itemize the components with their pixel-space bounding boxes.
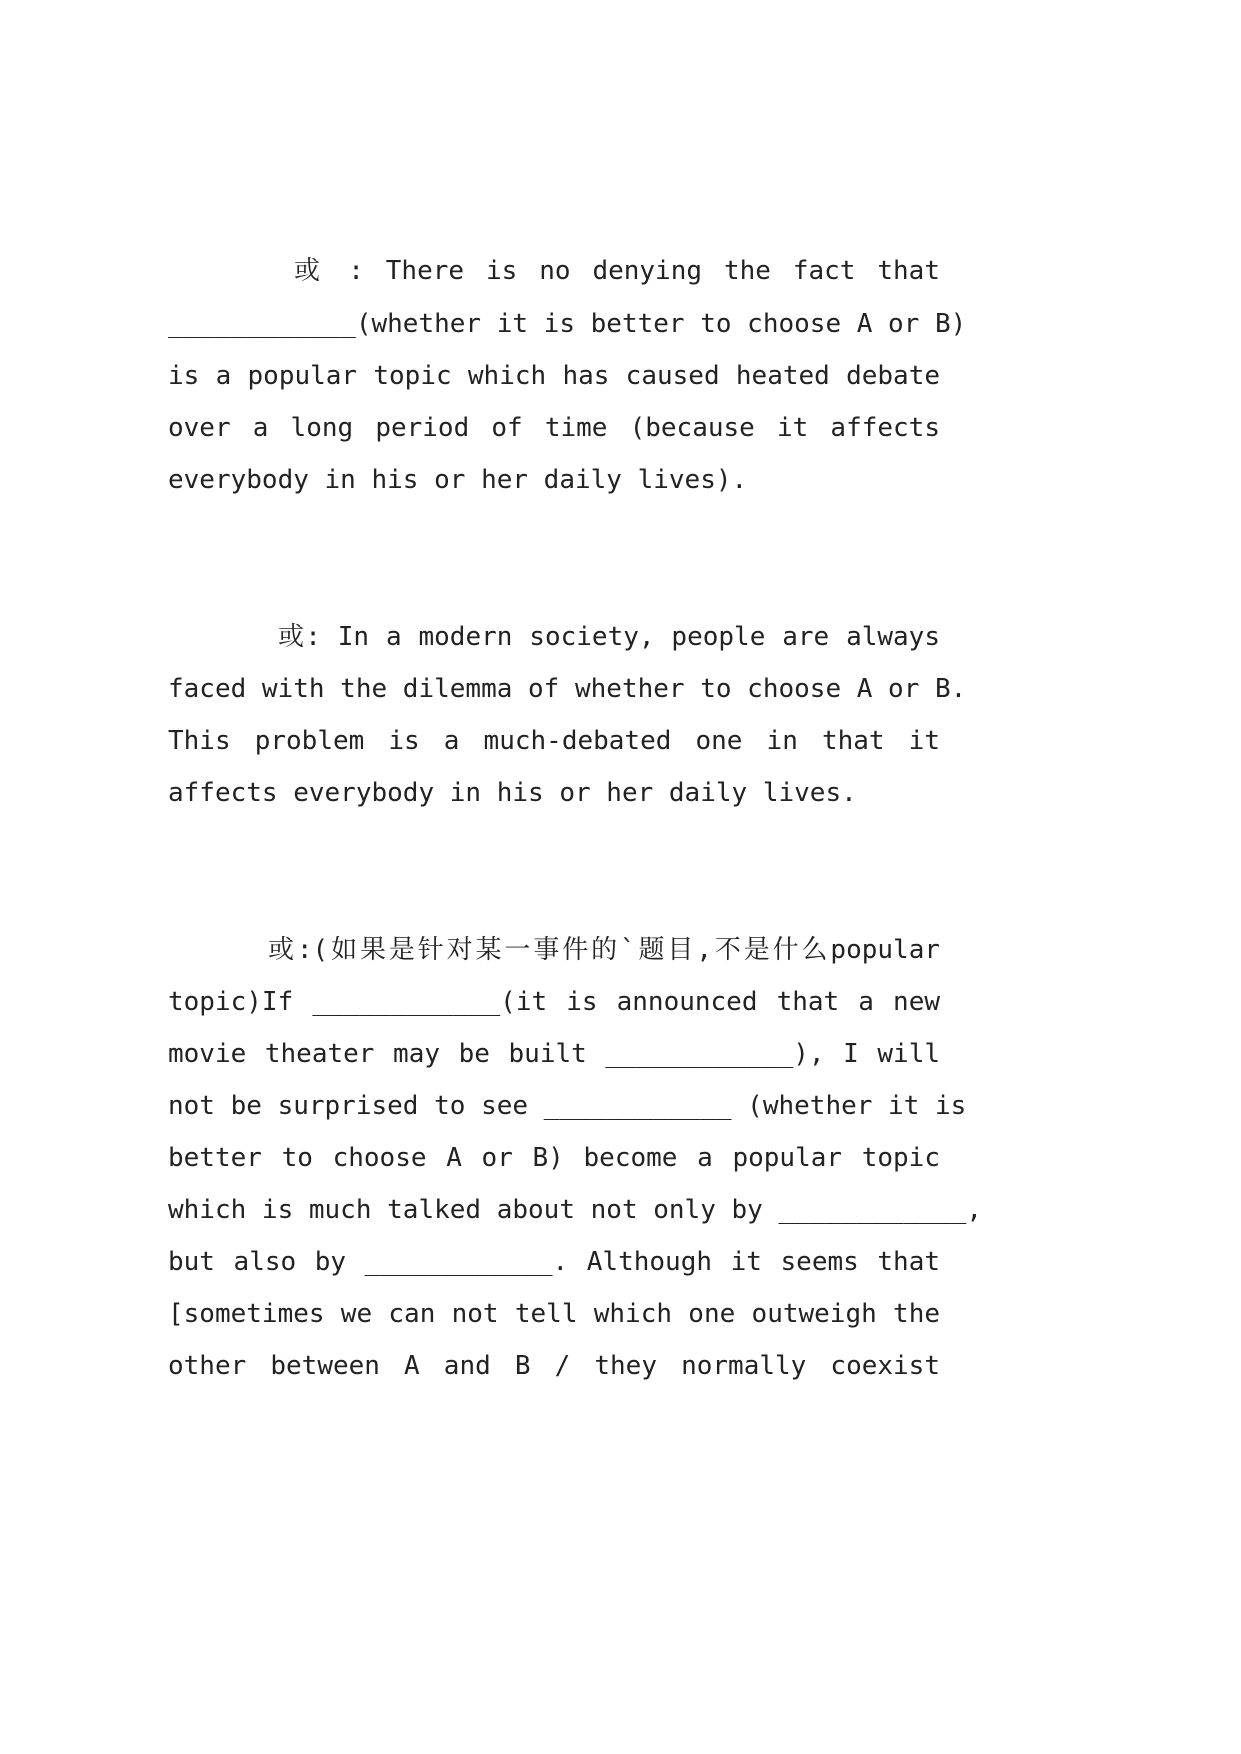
paragraph-3-line-6: which is much talked about not only by ____________, (168, 1195, 982, 1225)
paragraph-1-line-4: over a long period of time (because it affects (168, 413, 940, 443)
paragraph-2-line-2: faced with the dilemma of whether to choose A or B. (168, 674, 967, 704)
paragraph-2-line-3: This problem is a much-debated one in that it (168, 726, 940, 756)
paragraph-3-line-4: not be surprised to see ____________ (whether it is (168, 1091, 967, 1121)
paragraph-3-line-3: movie theater may be built ____________), I will (168, 1039, 940, 1069)
paragraph-2-line-1: 或: In a modern society, people are always (278, 622, 940, 652)
paragraph-1-line-2: ____________(whether it is better to choose A or B) (168, 309, 967, 339)
paragraph-3-line-1: 或:(如果是针对某一事件的`题目,不是什么popular (268, 935, 940, 965)
paragraph-1-line-5: everybody in his or her daily lives). (168, 465, 748, 495)
paragraph-3-line-5: better to choose A or B) become a popular topic (168, 1143, 940, 1173)
paragraph-3-line-7: but also by ____________. Although it seems that (168, 1247, 940, 1277)
paragraph-2-line-4: affects everybody in his or her daily lives. (168, 778, 857, 808)
paragraph-3-line-2: topic)If ____________(it is announced that a new (168, 987, 940, 1017)
paragraph-1-line-1: 或 : There is no denying the fact that (294, 256, 940, 286)
paragraph-3-line-9: other between A and B / they normally coexist (168, 1351, 940, 1381)
paragraph-3-line-8: [sometimes we can not tell which one outweigh the (168, 1299, 940, 1329)
paragraph-1-line-3: is a popular topic which has caused heated debate (168, 361, 940, 391)
